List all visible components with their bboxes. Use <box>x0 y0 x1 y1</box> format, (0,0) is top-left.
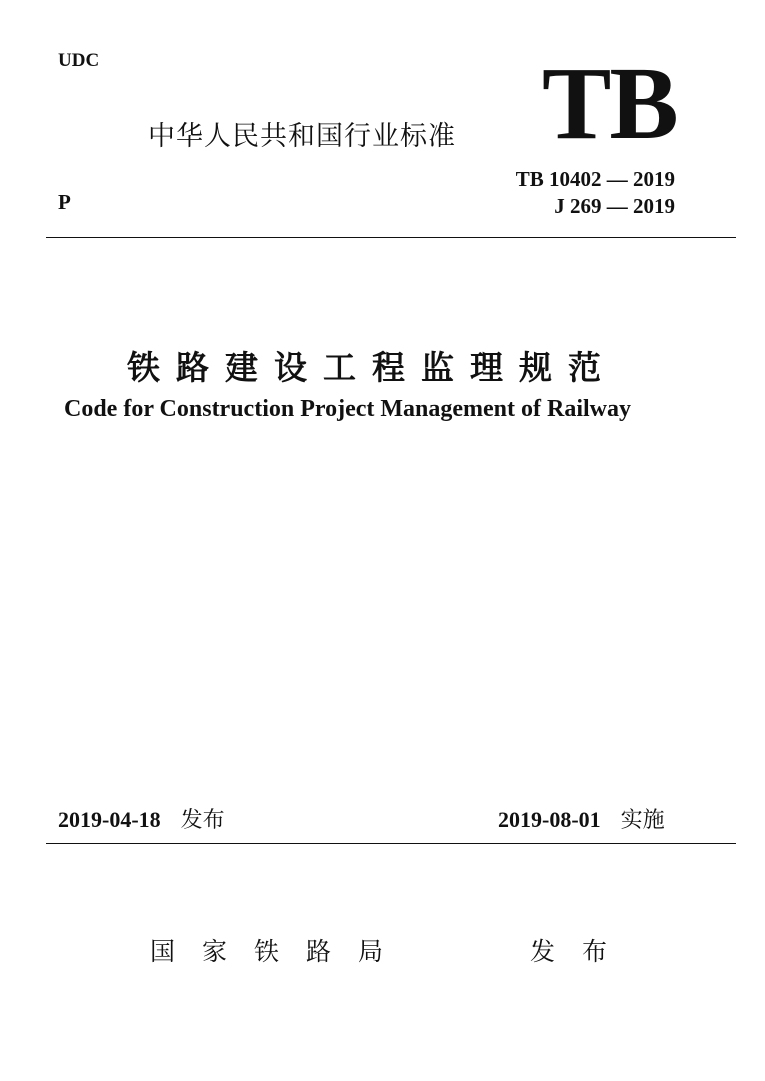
standard-code-block <box>516 166 675 220</box>
implement-label: 实施 <box>620 808 665 833</box>
footer-divider <box>46 843 736 844</box>
issue-date-line <box>58 803 225 834</box>
issue-label: 发布 <box>180 808 225 833</box>
category-label: P <box>58 190 71 214</box>
record-number: J 269 — 2019 <box>554 194 675 218</box>
document-title-chinese: 铁路建设工程监理规范 <box>127 348 617 387</box>
standard-code: TB 10402 — 2019 <box>515 167 675 191</box>
implement-date: 2019-08-01 <box>498 807 601 832</box>
tb-logo: TB <box>542 46 677 161</box>
issue-date: 2019-04-18 <box>58 807 161 832</box>
issuing-authority: 国家铁路局 <box>150 937 411 966</box>
implement-date-line <box>498 803 665 834</box>
issued-label: 发布 <box>530 937 635 966</box>
udc-label: UDC <box>58 50 100 71</box>
header-divider <box>46 237 736 238</box>
document-title-english: Code for Construction Project Management of Railway <box>64 396 632 422</box>
standard-type: 中华人民共和国行业标准 <box>148 121 456 152</box>
